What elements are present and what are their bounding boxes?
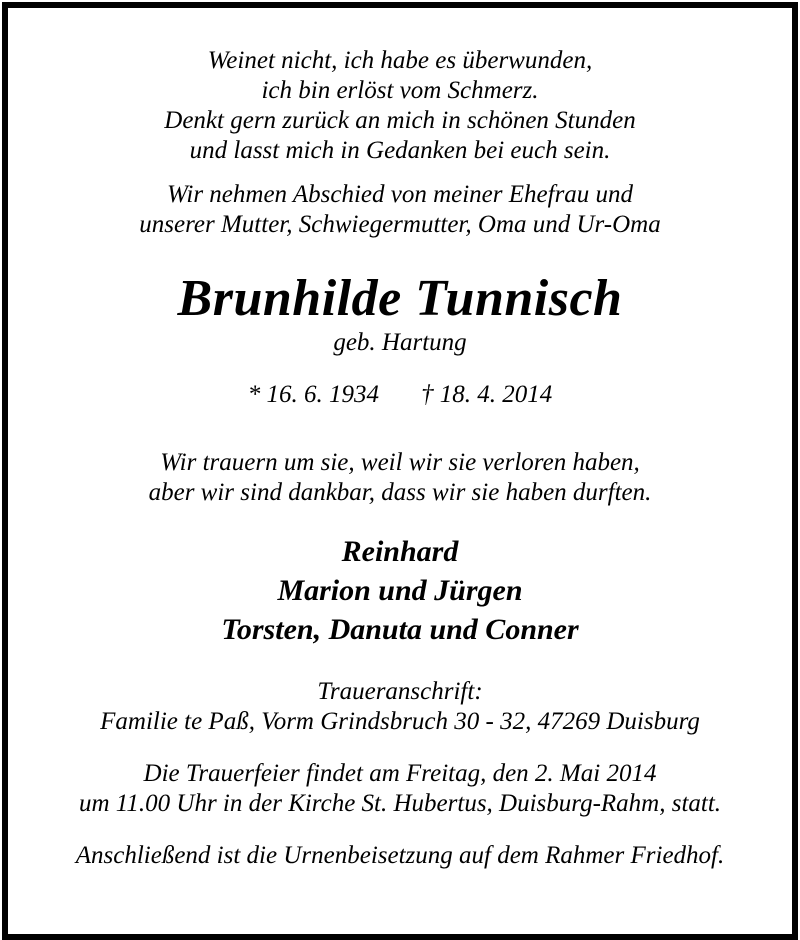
birth-date: * 16. 6. 1934 bbox=[247, 381, 379, 408]
family-line: Reinhard bbox=[341, 535, 459, 568]
mourning-text bbox=[8, 448, 792, 508]
farewell-line: Wir nehmen Abschied von meiner Ehefrau und bbox=[166, 181, 634, 208]
death-date: † 18. 4. 2014 bbox=[421, 381, 553, 408]
mourning-address bbox=[8, 677, 792, 737]
maiden-name: geb. Hartung bbox=[333, 329, 467, 356]
mourning-line: aber wir sind dankbar, dass wir sie haben durften. bbox=[148, 479, 652, 506]
family-line: Marion und Jürgen bbox=[277, 574, 523, 607]
life-dates bbox=[8, 380, 792, 410]
obituary-content bbox=[8, 8, 792, 871]
poem bbox=[8, 46, 792, 166]
family-names bbox=[8, 532, 792, 649]
farewell-text bbox=[8, 180, 792, 240]
address-label: Traueranschrift: bbox=[317, 678, 483, 705]
poem-line: Weinet nicht, ich habe es überwunden, bbox=[207, 47, 593, 74]
service-line: um 11.00 Uhr in der Kirche St. Hubertus, Duisburg-Rahm, statt. bbox=[78, 790, 722, 817]
poem-line: und lasst mich in Gedanken bei euch sein. bbox=[189, 137, 611, 164]
farewell-line: unserer Mutter, Schwiegermutter, Oma und Ur-Oma bbox=[139, 211, 661, 238]
funeral-service bbox=[8, 759, 792, 819]
service-line: Die Trauerfeier findet am Freitag, den 2. Mai 2014 bbox=[143, 760, 657, 787]
address-line: Familie te Paß, Vorm Grindsbruch 30 - 32, 47269 Duisburg bbox=[100, 708, 700, 735]
burial-note: Anschließend ist die Urnenbeisetzung auf dem Rahmer Friedhof. bbox=[75, 842, 725, 869]
deceased-name: Brunhilde Tunnisch bbox=[177, 270, 623, 327]
poem-line: ich bin erlöst vom Schmerz. bbox=[261, 77, 539, 104]
poem-line: Denkt gern zurück an mich in schönen Stunden bbox=[164, 107, 636, 134]
obituary-frame bbox=[2, 2, 798, 940]
mourning-line: Wir trauern um sie, weil wir sie verloren haben, bbox=[160, 449, 640, 476]
family-line: Torsten, Danuta und Conner bbox=[221, 613, 579, 646]
